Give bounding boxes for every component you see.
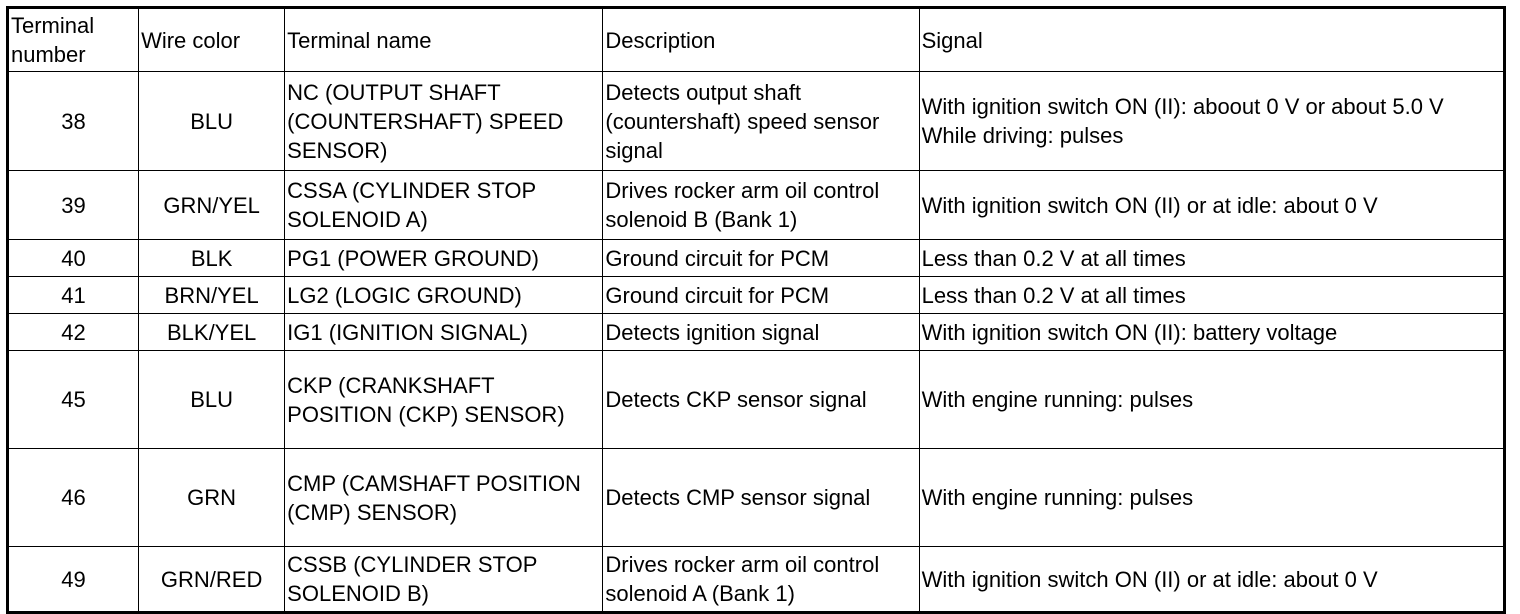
description-cell: Detects CKP sensor signal (603, 351, 919, 449)
signal-cell (919, 547, 1504, 613)
table-header-row (8, 8, 1505, 72)
table-row (8, 314, 1505, 351)
wire-color-cell: BRN/YEL (139, 277, 285, 314)
table-row (8, 240, 1505, 277)
wire-color-cell: BLK/YEL (139, 314, 285, 351)
signal-line: With ignition switch ON (II): aboout 0 V or about 5.0 V (921, 94, 1444, 119)
terminal-number-cell: 38 (8, 72, 139, 171)
signal-line: Less than 0.2 V at all times (921, 282, 1186, 308)
terminal-number-cell: 45 (8, 351, 139, 449)
signal-line: With ignition switch ON (II) or at idle: about 0 V (921, 192, 1378, 218)
wire-color-cell: BLU (139, 72, 285, 171)
wire-color-cell: GRN/RED (139, 547, 285, 613)
table-row (8, 277, 1505, 314)
terminal-name-cell: NC (OUTPUT SHAFT (COUNTERSHAFT) SPEED SENSOR) (285, 72, 603, 171)
signal-cell (919, 449, 1504, 547)
description-cell: Ground circuit for PCM (603, 277, 919, 314)
header-signal: Signal (919, 8, 1504, 72)
terminal-name-cell: IG1 (IGNITION SIGNAL) (285, 314, 603, 351)
header-description: Description (603, 8, 919, 72)
wire-color-cell: GRN/YEL (139, 171, 285, 240)
signal-line: With ignition switch ON (II): battery voltage (921, 319, 1338, 345)
signal-cell (919, 171, 1504, 240)
signal-cell (919, 240, 1504, 277)
terminal-name-cell: CSSA (CYLINDER STOP SOLENOID A) (285, 171, 603, 240)
terminal-name-cell: PG1 (POWER GROUND) (285, 240, 603, 277)
description-cell: Detects CMP sensor signal (603, 449, 919, 547)
pcm-terminal-table (6, 6, 1506, 614)
header-terminal-name: Terminal name (285, 8, 603, 72)
terminal-number-cell: 40 (8, 240, 139, 277)
signal-cell (919, 351, 1504, 449)
table-row (8, 72, 1505, 171)
terminal-number-cell: 42 (8, 314, 139, 351)
signal-line: With engine running: pulses (921, 387, 1194, 412)
signal-line: With engine running: pulses (921, 485, 1194, 510)
terminal-number-cell: 49 (8, 547, 139, 613)
table-row (8, 351, 1505, 449)
signal-line: Less than 0.2 V at all times (921, 245, 1186, 271)
signal-cell (919, 277, 1504, 314)
wire-color-cell: BLK (139, 240, 285, 277)
table-row (8, 171, 1505, 240)
terminal-name-cell: CMP (CAMSHAFT POSITION (CMP) SENSOR) (285, 449, 603, 547)
terminal-name-cell: LG2 (LOGIC GROUND) (285, 277, 603, 314)
signal-cell (919, 72, 1504, 171)
description-cell: Detects output shaft (countershaft) speed sensor signal (603, 72, 919, 171)
terminal-number-cell: 46 (8, 449, 139, 547)
signal-cell (919, 314, 1504, 351)
wire-color-cell: GRN (139, 449, 285, 547)
signal-line: With ignition switch ON (II) or at idle: about 0 V (921, 566, 1378, 592)
terminal-name-cell: CKP (CRANKSHAFT POSITION (CKP) SENSOR) (285, 351, 603, 449)
table-row (8, 449, 1505, 547)
terminal-number-cell: 41 (8, 277, 139, 314)
description-cell: Detects ignition signal (603, 314, 919, 351)
wire-color-cell: BLU (139, 351, 285, 449)
description-cell: Ground circuit for PCM (603, 240, 919, 277)
table-row (8, 547, 1505, 613)
description-cell: Drives rocker arm oil control solenoid A (Bank 1) (603, 547, 919, 613)
terminal-number-cell: 39 (8, 171, 139, 240)
terminal-name-cell: CSSB (CYLINDER STOP SOLENOID B) (285, 547, 603, 613)
description-cell: Drives rocker arm oil control solenoid B (Bank 1) (603, 171, 919, 240)
signal-line: While driving: pulses (921, 123, 1124, 148)
header-terminal-number: Terminal number (8, 8, 139, 72)
header-wire-color: Wire color (139, 8, 285, 72)
